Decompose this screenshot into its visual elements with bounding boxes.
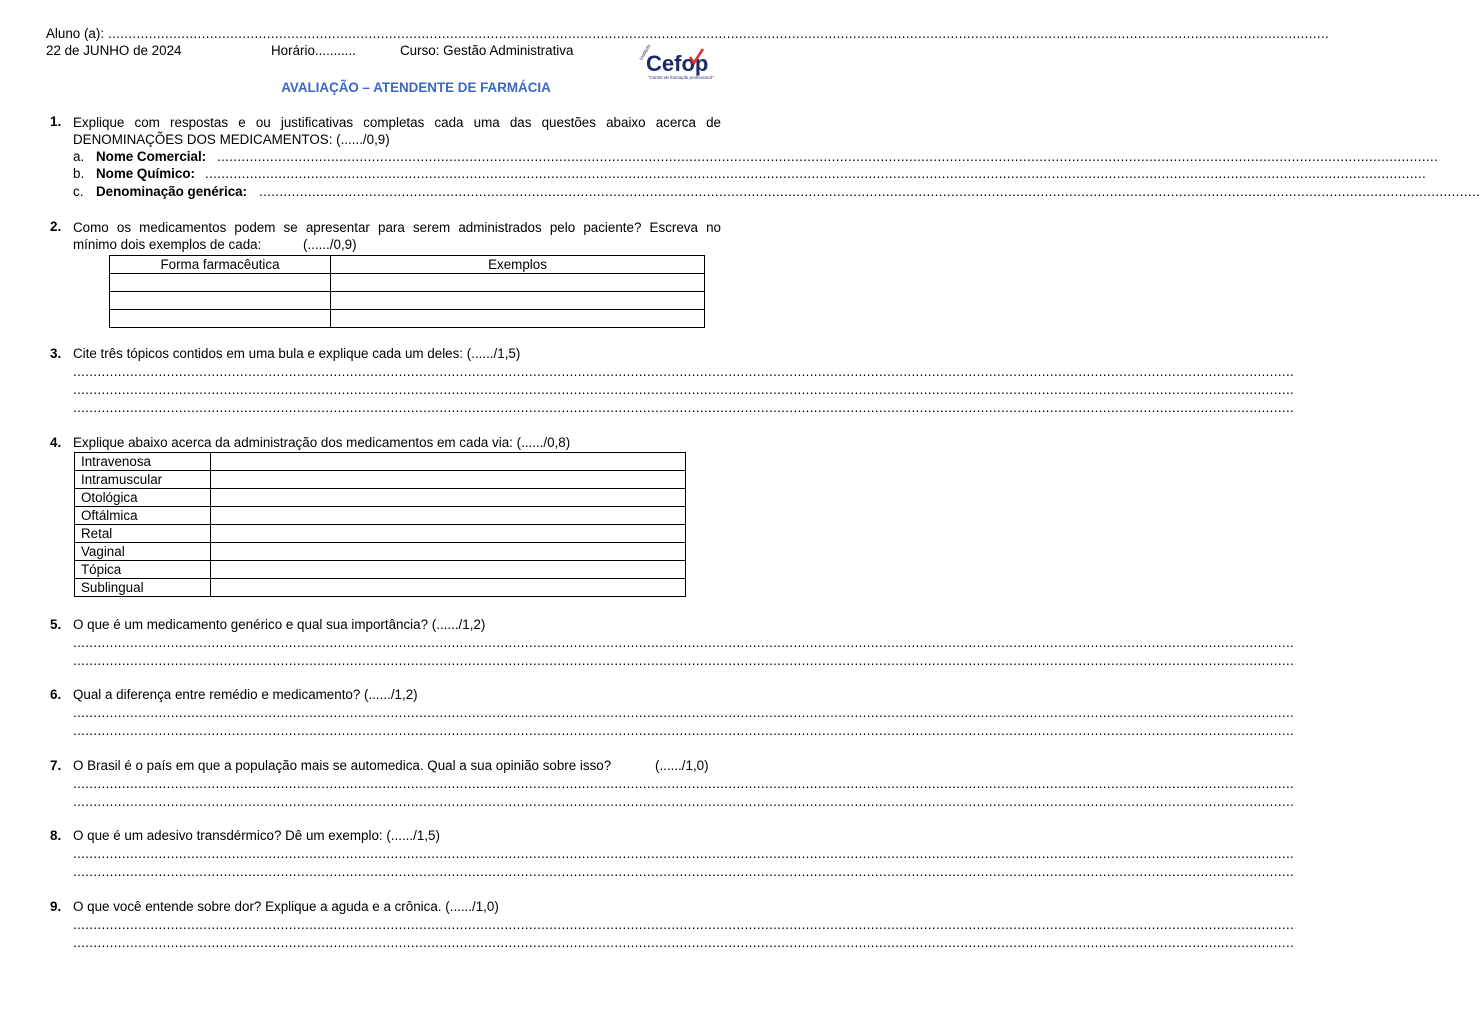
q8-text: O que é um adesivo transdérmico? Dê um exemplo: (....../1,5) [73,828,440,843]
table-cell[interactable] [331,274,705,292]
table-row [110,274,705,292]
route-answer-cell[interactable] [211,525,686,543]
q1-text-line2: DENOMINAÇÕES DOS MEDICAMENTOS: (....../0,9) [73,132,390,147]
q1-item-c-label: Denominação genérica: [96,184,248,199]
examples-header: Exemplos [331,256,705,274]
route-label: Oftálmica [75,507,211,525]
route-answer-cell[interactable] [211,471,686,489]
q9-text: O que você entende sobre dor? Explique a aguda e a crônica. (....../1,0) [73,899,499,914]
q7-answer-line[interactable]: ............................................................................................................................................................................................................................................................................................................ [73,794,1295,809]
table-cell[interactable] [110,310,331,328]
q1-item-a-answer[interactable]: ............................................................................................................................................................................................................................................................................................................ [217,149,1439,164]
q3-answer-line[interactable]: ............................................................................................................................................................................................................................................................................................................ [73,382,1295,397]
route-label: Otológica [75,489,211,507]
q7-answer-line[interactable]: ............................................................................................................................................................................................................................................................................................................ [73,776,1295,791]
q9-answer-line[interactable]: ............................................................................................................................................................................................................................................................................................................ [73,917,1295,932]
dosage-form-header: Forma farmacêutica [110,256,331,274]
route-answer-cell[interactable] [211,543,686,561]
table-row [75,525,686,543]
route-label: Tópica [75,561,211,579]
table-row [110,292,705,310]
q2-text-line2: mínimo dois exemplos de cada: [73,237,262,252]
q1-item-a-label: Nome Comercial: [96,149,207,164]
route-answer-cell[interactable] [211,453,686,471]
q7-text: O Brasil é o país em que a população mais se automedica. Qual a sua opinião sobre isso? [73,758,612,773]
table-cell[interactable] [110,292,331,310]
q8-answer-line[interactable]: ............................................................................................................................................................................................................................................................................................................ [73,846,1295,861]
table-row [75,489,686,507]
q1-item-b-answer[interactable]: ............................................................................................................................................................................................................................................................................................................ [205,166,1427,181]
table-row [75,561,686,579]
student-name-field[interactable]: ............................................................................................................................................................................................................................................................................................................ [108,26,1330,41]
q9-number: 9. [50,899,62,914]
q1-item-c-letter: c. [73,184,84,199]
table-row [75,471,686,489]
q2-number: 2. [50,219,62,234]
page-title: AVALIAÇÃO – ATENDENTE DE FARMÁCIA [281,80,551,95]
q1-item-a-letter: a. [73,149,85,164]
q3-number: 3. [50,346,62,361]
route-answer-cell[interactable] [211,507,686,525]
q2-text-line1: Como os medicamentos podem se apresentar para serem administrados pelo paciente? Escreva no [73,220,721,235]
q4-text: Explique abaixo acerca da administração dos medicamentos em cada via: (....../0,8) [73,435,571,450]
q5-answer-line[interactable]: ............................................................................................................................................................................................................................................................................................................ [73,653,1295,668]
q6-number: 6. [50,687,62,702]
exam-date: 22 de JUNHO de 2024 [46,43,182,58]
route-label: Vaginal [75,543,211,561]
q8-number: 8. [50,828,62,843]
q8-answer-line[interactable]: ............................................................................................................................................................................................................................................................................................................ [73,864,1295,879]
q1-number: 1. [50,114,62,129]
q5-answer-line[interactable]: ............................................................................................................................................................................................................................................................................................................ [73,635,1295,650]
q1-item-b-label: Nome Químico: [96,166,195,181]
q3-answer-line[interactable]: ............................................................................................................................................................................................................................................................................................................ [73,400,1295,415]
table-cell[interactable] [110,274,331,292]
course-name: Curso: Gestão Administrativa [400,43,574,58]
q3-text: Cite três tópicos contidos em uma bula e explique cada um deles: (....../1,5) [73,346,521,361]
q2-score: (....../0,9) [303,237,357,252]
route-label: Retal [75,525,211,543]
route-answer-cell[interactable] [211,561,686,579]
logo-instituto-text: Instituto [638,43,653,62]
student-name-label: Aluno (a): [46,26,105,41]
q1-item-c-answer[interactable]: ............................................................................................................................................................................................................................................................................................................ [259,184,1480,199]
cefop-logo [636,43,728,85]
table-cell[interactable] [331,310,705,328]
q7-number: 7. [50,758,62,773]
q6-answer-line[interactable]: ............................................................................................................................................................................................................................................................................................................ [73,705,1295,720]
dosage-form-table [109,255,705,328]
q9-answer-line[interactable]: ............................................................................................................................................................................................................................................................................................................ [73,935,1295,950]
administration-routes-table [74,452,686,597]
q5-number: 5. [50,617,62,632]
q6-text: Qual a diferença entre remédio e medicamento? (....../1,2) [73,687,418,702]
q1-text-line1: Explique com respostas e ou justificativas completas cada uma das questões abaixo acerca de [73,115,721,130]
logo-brand-text: Cefop [646,51,709,76]
table-cell[interactable] [331,292,705,310]
table-row [75,543,686,561]
table-row [75,579,686,597]
q7-score: (....../1,0) [655,758,709,773]
route-answer-cell[interactable] [211,489,686,507]
exam-time: Horário........... [271,43,356,58]
route-answer-cell[interactable] [211,579,686,597]
q5-text: O que é um medicamento genérico e qual sua importância? (....../1,2) [73,617,486,632]
q1-item-b-letter: b. [73,166,85,181]
q3-answer-line[interactable]: ............................................................................................................................................................................................................................................................................................................ [73,364,1295,379]
route-label: Sublingual [75,579,211,597]
table-row [110,310,705,328]
route-label: Intravenosa [75,453,211,471]
table-row [75,453,686,471]
q4-number: 4. [50,435,62,450]
route-label: Intramuscular [75,471,211,489]
table-row [75,507,686,525]
q6-answer-line[interactable]: ............................................................................................................................................................................................................................................................................................................ [73,723,1295,738]
logo-tagline: "Centro de formação profissional" [648,75,714,80]
